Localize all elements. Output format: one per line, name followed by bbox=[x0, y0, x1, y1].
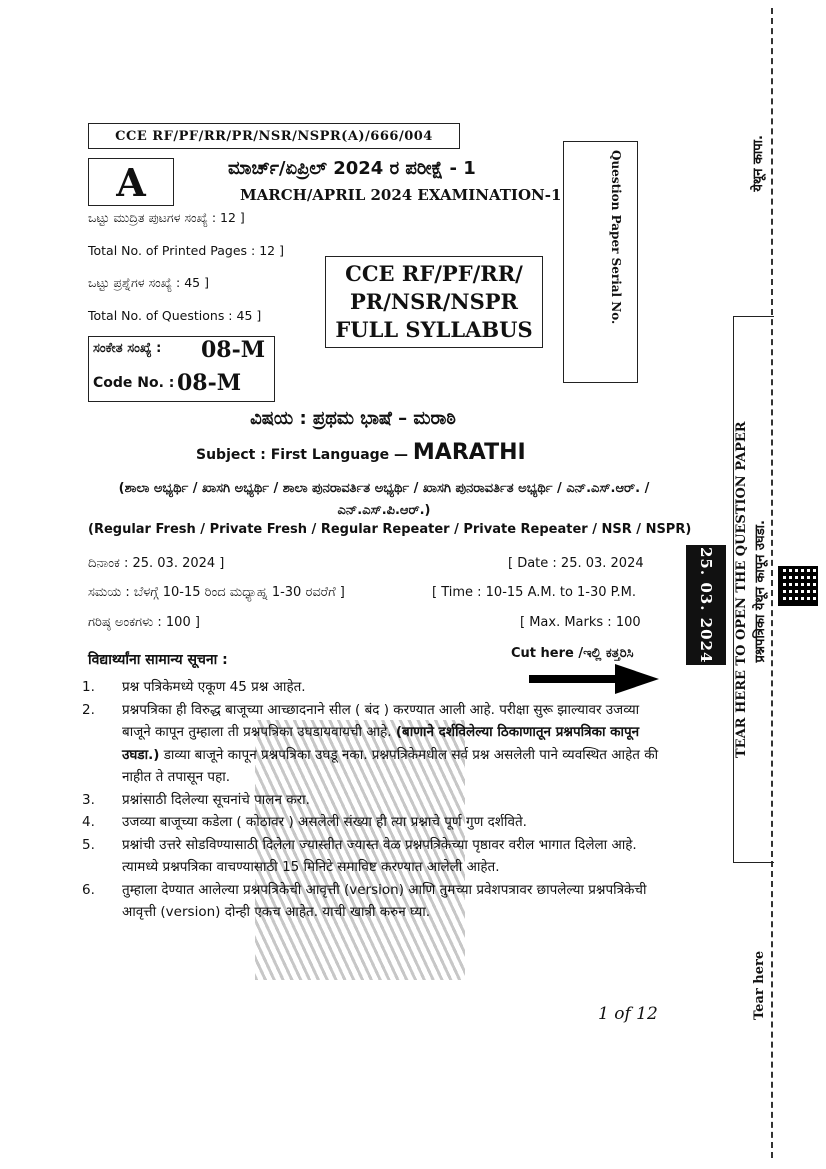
instruction-item: 3. प्रश्नांसाठी दिलेल्या सूचनांचे पालन करा. bbox=[82, 791, 310, 808]
page-number: 1 of 12 bbox=[598, 1004, 658, 1024]
candidate-types-kannada: (ಶಾಲಾ ಅಭ್ಯರ್ಥಿ / ಖಾಸಗಿ ಅಭ್ಯರ್ಥಿ / ಶಾಲಾ ಪುನರಾವರ್ತಿತ ಅಭ್ಯರ್ಥಿ / ಖಾಸಗಿ ಪುನರಾವರ್ತಿತ ಅಭ್ಯರ್ಥಿ / ಎನ್.ಎಸ್.ಆರ್. / ಎನ್.ಎಸ್.ಪಿ.ಆರ್.) bbox=[118, 481, 650, 518]
version-letter: A bbox=[88, 158, 174, 206]
cut-here-label: Cut here /ಇಲ್ಲಿ ಕತ್ತರಿಸಿ bbox=[511, 646, 634, 661]
pages-kannada: ಒಟ್ಟು ಮುದ್ರಿತ ಪುಟಗಳ ಸಂಖ್ಯೆ : 12 ] bbox=[88, 210, 245, 225]
code-value-english: 08-M bbox=[177, 370, 242, 396]
scheme-line-3: FULL SYLLABUS bbox=[335, 317, 533, 342]
exam-title-english: MARCH/APRIL 2024 EXAMINATION-1 bbox=[240, 186, 562, 204]
instructions-list bbox=[82, 676, 672, 924]
subject-label: Subject : First Language — bbox=[196, 447, 409, 463]
code-value-kannada: 08-M bbox=[201, 337, 266, 363]
instruction-item: 5. प्रश्नांची उत्तरे सोडविण्यासाठी दिलेला ज्यास्तीत ज्यास्त वेळ प्रश्नपत्रिकेच्या पृष्ठावर वरील भागात दिलेला आहे. त्यामध्ये प्रश्नपत्रिका वाचण्यासाठी 15 मिनिटे समाविष्ट करण्यात आलेली आहेत. bbox=[82, 836, 637, 875]
cut-here-marathi: येथून कापा. bbox=[751, 135, 766, 192]
marks-kannada: ಗರಿಷ್ಠ ಅಂಕಗಳು : 100 ] bbox=[88, 615, 200, 630]
scheme-line-2: PR/NSR/NSPR bbox=[350, 289, 518, 314]
time-english: [ Time : 10-15 A.M. to 1-30 P.M. bbox=[432, 585, 636, 600]
instruction-item: 2. प्रश्नपत्रिका ही विरुद्ध बाजूच्या आच्छादनाने सील ( बंद ) करण्यात आली आहे. परीक्षा सुरू झाल्यावर उजव्या बाजूने कापून तुम्हाला ती प्रश्नपत्रिका उघडायवायची आहे. (बाणाने दर्शविलेल्या ठिकाणातून प्रश्नपत्रिका कापून उघडा.) डाव्या बाजूने कापून प्रश्नपत्रिका उघडू नका. प्रश्नपत्रिकेमधील सर्व प्रश्न असलेली पाने व्यवस्थित आहेत की नाहीत ते तपासून पहा. bbox=[82, 701, 659, 785]
instruction-item: 4. उजव्या बाजूच्या कडेला ( कोठावर ) असलेली संख्या ही त्या प्रश्नाचे पूर्ण गुण दर्शविते. bbox=[82, 814, 527, 830]
paper-code: CCE RF/PF/RR/PR/NSR/NSPR(A)/666/004 bbox=[88, 123, 460, 149]
qr-code-icon bbox=[778, 566, 818, 606]
questions-english: Total No. of Questions : 45 ] bbox=[88, 308, 262, 323]
instruction-item: 1. प्रश्न पत्रिकेमध्ये एकूण 45 प्रश्न आहेत. bbox=[82, 679, 306, 695]
time-kannada: ಸಮಯ : ಬೆಳಗ್ಗೆ 10-15 ರಿಂದ ಮಧ್ಯಾಹ್ನ 1-30 ರವರೆಗೆ ] bbox=[88, 585, 345, 600]
candidate-types-english: (Regular Fresh / Private Fresh / Regular Repeater / Private Repeater / NSR / NSPR) bbox=[88, 522, 692, 537]
subject-kannada: ವಿಷಯ : ಪ್ರಥಮ ಭಾಷೆ – ಮರಾಠಿ bbox=[250, 408, 456, 429]
serial-number-box bbox=[563, 141, 638, 383]
serial-number-label: Question Paper Serial No. bbox=[609, 150, 623, 325]
tear-here-english: TEAR HERE TO OPEN THE QUESTION PAPER bbox=[734, 421, 749, 759]
pages-english: Total No. of Printed Pages : 12 ] bbox=[88, 243, 284, 258]
marks-english: [ Max. Marks : 100 bbox=[520, 615, 641, 630]
scheme-box bbox=[325, 256, 543, 348]
subject-value: MARATHI bbox=[412, 440, 526, 465]
code-box bbox=[88, 336, 275, 402]
date-band: 25. 03. 2024 bbox=[686, 545, 726, 665]
date-english: [ Date : 25. 03. 2024 bbox=[508, 556, 644, 571]
instructions-title: विद्यार्थ्यांना सामान्य सूचना : bbox=[88, 652, 228, 668]
instruction-item: 6. तुम्हाला देण्यात आलेल्या प्रश्नपत्रिकेची आवृत्ती (version) आणि तुमच्या प्रवेशपत्रावर छापलेल्या प्रश्नपत्रिकेची आवृत्ती (version) दोन्ही एकच आहेत. याची खात्री करुन घ्या. bbox=[82, 881, 647, 920]
scheme-line-1: CCE RF/PF/RR/ bbox=[345, 261, 523, 286]
date-kannada: ದಿನಾಂಕ : 25. 03. 2024 ] bbox=[88, 556, 225, 571]
subject-english bbox=[196, 440, 526, 465]
questions-kannada: ಒಟ್ಟು ಪ್ರಶ್ನೆಗಳ ಸಂಖ್ಯೆ : 45 ] bbox=[88, 275, 209, 290]
exam-title-kannada: ಮಾರ್ಚ್/ಏಪ್ರಿಲ್ 2024 ರ ಪರೀಕ್ಷೆ - 1 bbox=[228, 158, 476, 179]
code-label-english: Code No. : bbox=[93, 375, 175, 391]
tear-here-label: Tear here bbox=[752, 950, 767, 1020]
code-label-kannada: ಸಂಕೇತ ಸಂಖ್ಯೆ : bbox=[93, 341, 162, 356]
tear-here-marathi: प्रश्नपत्रिका येथून कापून उघडा. bbox=[753, 520, 768, 663]
